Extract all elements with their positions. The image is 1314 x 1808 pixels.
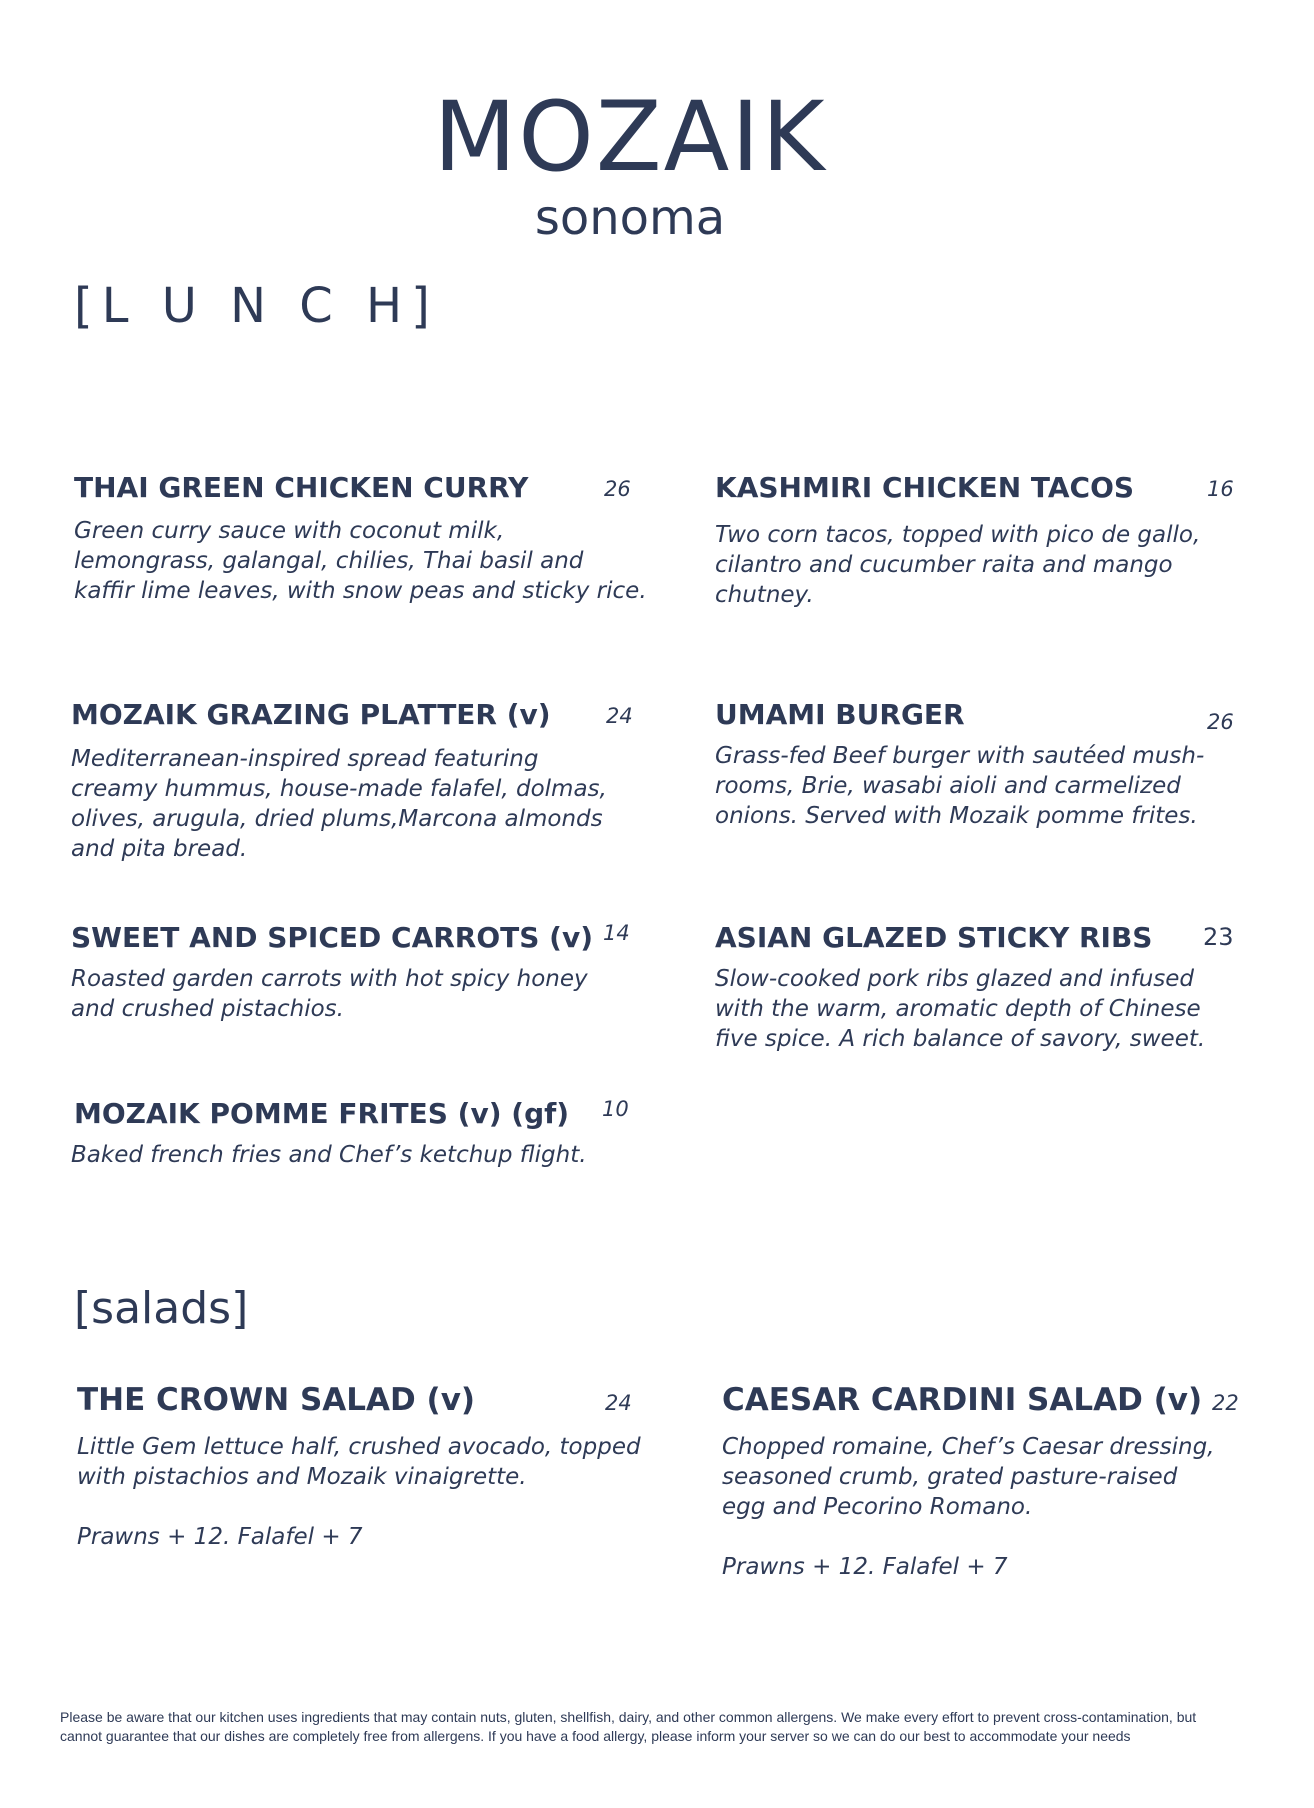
restaurant-name: MOZAIK — [433, 81, 827, 193]
item-price: 26 — [604, 477, 631, 501]
allergen-disclaimer — [60, 1708, 1260, 1746]
item-name: MOZAIK POMME FRITES (v) (gf) — [74, 1097, 570, 1130]
description-line: cilantro and cucumber raita and mango — [715, 552, 1173, 578]
description-line: and pita bread. — [71, 836, 248, 862]
description-line: Green curry sauce with coconut milk, — [74, 518, 505, 544]
description-line: Slow-cooked pork ribs glazed and infused — [715, 966, 1195, 992]
item-description — [77, 1432, 641, 1492]
item-price: 23 — [1203, 923, 1234, 951]
restaurant-location: sonoma — [534, 190, 726, 246]
description-line: Mediterranean-inspired spread featuring — [71, 746, 539, 772]
item-price: 16 — [1207, 477, 1234, 501]
item-price: 24 — [605, 1391, 632, 1415]
item-name: THAI GREEN CHICKEN CURRY — [74, 471, 529, 504]
description-line: creamy hummus, house-made falafel, dolmas, — [71, 776, 607, 802]
description-line: Grass-fed Beef burger with sautéed mush- — [715, 743, 1205, 769]
item-description — [74, 516, 647, 606]
item-name: CAESAR CARDINI SALAD (v) — [722, 1382, 1203, 1418]
lunch-section-title: [L U N C H] — [74, 278, 439, 334]
description-line: rooms, Brie, wasabi aioli and carmelized — [715, 773, 1181, 799]
description-line: Two corn tacos, topped with pico de gallo, — [715, 522, 1201, 548]
item-description — [715, 741, 1204, 831]
item-price: 10 — [602, 1097, 629, 1121]
description-line: Little Gem lettuce half, crushed avocado, topped — [77, 1434, 641, 1460]
disclaimer-line: cannot guarantee that our dishes are completely free from allergens. If you have a food allergy, please inform your server so we can do our best to accommodate your needs — [60, 1728, 1131, 1744]
description-line: with pistachios and Mozaik vinaigrette. — [77, 1464, 527, 1490]
item-description — [715, 520, 1200, 610]
item-description — [722, 1432, 1214, 1522]
item-name: MOZAIK GRAZING PLATTER (v) — [71, 698, 551, 731]
description-line: Chopped romaine, Chef’s Caesar dressing, — [722, 1434, 1215, 1460]
item-name: THE CROWN SALAD (v) — [77, 1382, 476, 1418]
item-description — [71, 744, 607, 864]
description-line: and crushed pistachios. — [71, 996, 344, 1022]
item-addons: Prawns + 12. Falafel + 7 — [722, 1554, 1008, 1580]
item-name: UMAMI BURGER — [715, 698, 965, 731]
disclaimer-line: Please be aware that our kitchen uses ingredients that may contain nuts, gluten, shellfish, dairy, and other common allergens. We make every effort to prevent cross-contamination, but — [60, 1709, 1197, 1725]
description-line: kaffir lime leaves, with snow peas and sticky rice. — [74, 578, 647, 604]
item-addons: Prawns + 12. Falafel + 7 — [77, 1524, 363, 1550]
item-price: 24 — [606, 704, 633, 728]
description-line: seasoned crumb, grated pasture-raised — [722, 1464, 1178, 1490]
description-line: chutney. — [715, 582, 814, 608]
description-line: olives, arugula, dried plums,Marcona almonds — [71, 806, 603, 832]
description-line: egg and Pecorino Romano. — [722, 1494, 1033, 1520]
description-line: lemongrass, galangal, chilies, Thai basil and — [74, 548, 584, 574]
description-line: Roasted garden carrots with hot spicy honey — [71, 966, 588, 992]
item-description — [715, 964, 1205, 1054]
item-name: ASIAN GLAZED STICKY RIBS — [715, 921, 1153, 954]
item-description — [71, 1140, 587, 1170]
description-line: with the warm, aromatic depth of Chinese — [715, 996, 1201, 1022]
item-price: 22 — [1212, 1391, 1239, 1415]
item-name: SWEET AND SPICED CARROTS (v) — [71, 921, 594, 954]
salads-section-title: [salads] — [74, 1283, 249, 1334]
item-price: 14 — [603, 921, 630, 945]
description-line: Baked french fries and Chef’s ketchup flight. — [71, 1142, 587, 1168]
item-name: KASHMIRI CHICKEN TACOS — [715, 471, 1135, 504]
description-line: onions. Served with Mozaik pomme frites. — [715, 803, 1198, 829]
description-line: five spice. A rich balance of savory, sweet. — [715, 1026, 1206, 1052]
item-description — [71, 964, 588, 1024]
item-price: 26 — [1207, 710, 1234, 734]
